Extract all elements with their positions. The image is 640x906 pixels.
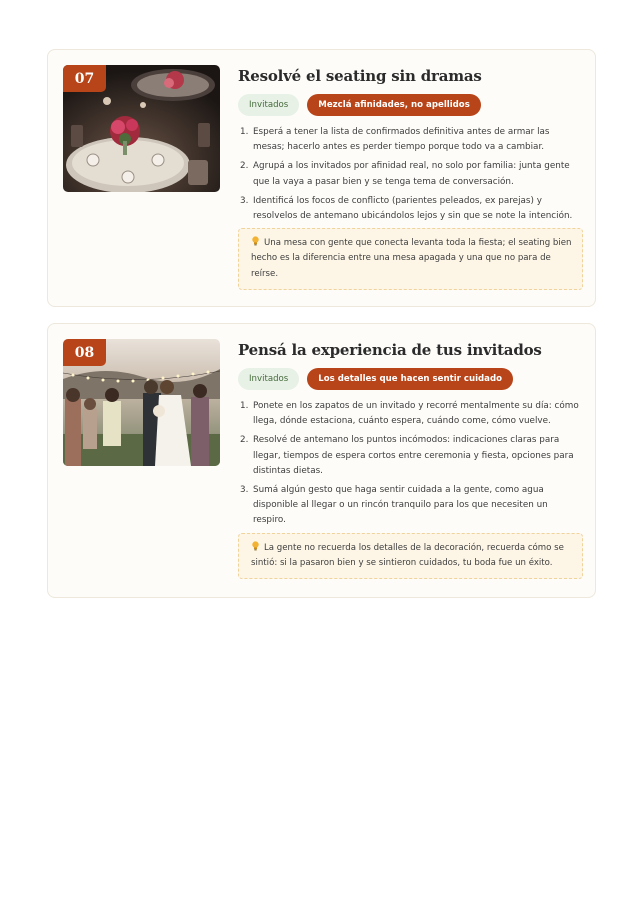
- lightbulb-icon: [251, 236, 260, 246]
- steps-list: [238, 125, 583, 224]
- step-number-badge: 07: [63, 65, 106, 92]
- card-title: Pensá la experiencia de tus invitados: [238, 341, 542, 359]
- step-number-badge: 08: [63, 339, 106, 366]
- list-item: 2. Agrupá a los invitados por afinidad real, no solo por familia: junta gente que la vaya a pasar bien y se tenga tema de conversación.: [240, 161, 570, 187]
- list-item: 3. Identificá los focos de conflicto (parientes peleados, ex parejas) y resolvelos de antemano ubicándolos lejos y sin que se note la intención.: [240, 195, 573, 222]
- highlight-tag: Mezclá afinidades, no apellidos: [307, 94, 481, 116]
- lightbulb-icon: [251, 541, 260, 551]
- highlight-tag: Los detalles que hacen sentir cuidado: [307, 368, 513, 390]
- list-item: 1. Esperá a tener la lista de confirmados definitiva antes de armar las mesas; hacerlo antes es perder tiempo porque todo va a cambiar.: [240, 127, 550, 153]
- steps-list: [238, 399, 583, 529]
- banquet-table-photo: [63, 65, 220, 192]
- list-item: 1. Ponete en los zapatos de un invitado y recorré mentalmente su día: cómo llega, dónde estaciona, cuánto espera, cuándo come, cómo vuelve.: [240, 401, 579, 427]
- category-tag: Invitados: [238, 94, 299, 116]
- category-tag: Invitados: [238, 368, 299, 390]
- tip-card: [47, 323, 596, 598]
- tip-box: [238, 228, 583, 290]
- couple-kiss-guests-photo: [63, 339, 220, 466]
- tip-text: Una mesa con gente que conecta levanta toda la fiesta; el seating bien hecho es la diferencia entre una mesa apagada y una que no para de reírse.: [251, 238, 572, 279]
- list-item: 2. Resolvé de antemano los puntos incómodos: indicaciones claras para llegar, tiempos de espera cortos entre ceremonia y fiesta, opciones para distintas dietas.: [240, 435, 574, 476]
- tip-text: La gente no recuerda los detalles de la decoración, recuerda cómo se sintió: si la pasaron bien y se sintieron cuidados, tu boda fue un éxito.: [251, 542, 564, 568]
- tip-card: [47, 49, 596, 307]
- tip-box: [238, 533, 583, 579]
- card-title: Resolvé el seating sin dramas: [238, 67, 482, 85]
- list-item: 3. Sumá algún gesto que haga sentir cuidada a la gente, como agua disponible al llegar o un rincón tranquilo para los que necesiten un respiro.: [240, 485, 548, 526]
